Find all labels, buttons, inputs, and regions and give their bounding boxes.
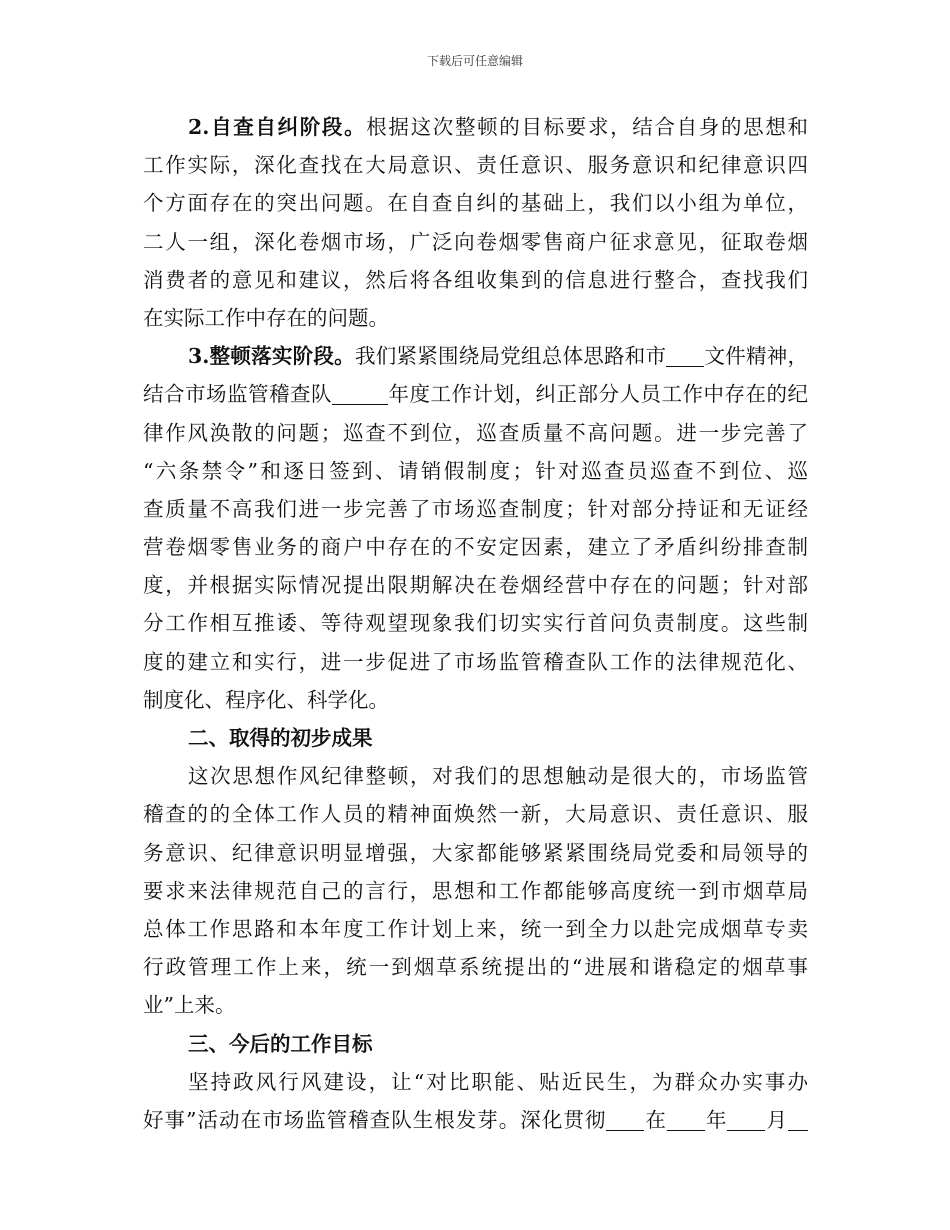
document-body bbox=[143, 108, 808, 1139]
paragraph-line: 业”上来。 bbox=[143, 993, 236, 1018]
paragraph-line: 稽查的的全体工作人员的精神面焕然一新，大局意识、责任意识、服 bbox=[143, 802, 808, 827]
page-header: 下载后可任意编辑 bbox=[426, 54, 523, 68]
paragraph-text: 好事”活动在市场监管稽查队生根发芽。深化贯彻 bbox=[143, 1107, 607, 1132]
paragraph-line: 总体工作思路和本年度工作计划上来，统一到全力以赴完成烟草专卖 bbox=[143, 916, 808, 941]
paragraph-line: 营卷烟零售业务的商户中存在的不安定因素，建立了矛盾纠纷排查制 bbox=[143, 535, 808, 560]
paragraph-text: 我们紧紧围绕局党组总体思路和市 bbox=[354, 344, 667, 369]
paragraph-text: 结合市场监管稽查队 bbox=[143, 382, 332, 407]
paragraph-line: 坚持政风行风建设，让“对比职能、贴近民生，为群众办实事办 bbox=[188, 1069, 808, 1094]
blank-field bbox=[788, 1106, 808, 1131]
blank-field bbox=[667, 1106, 705, 1131]
section-heading: 3.整顿落实阶段。 bbox=[188, 344, 355, 369]
paragraph-text: 年度工作计划，纠正部分人员工作中存在的纪 bbox=[388, 382, 808, 407]
blank-field bbox=[666, 342, 704, 367]
paragraph-line: 分工作相互推诿、等待观望现象我们切实实行首问负责制度。这些制 bbox=[143, 611, 808, 636]
paragraph-text: 文件精神， bbox=[704, 344, 808, 369]
paragraph-text: 年 bbox=[704, 1107, 728, 1132]
paragraph-text: 根据这次整顿的目标要求，结合自身的思想和 bbox=[366, 115, 808, 139]
paragraph-line: 工作实际，深化查找在大局意识、责任意识、服务意识和纪律意识四 bbox=[143, 153, 808, 178]
paragraph-line bbox=[143, 375, 808, 413]
blank-field bbox=[606, 1106, 644, 1131]
section-heading: 三、今后的工作目标 bbox=[188, 1031, 373, 1056]
paragraph-line: “六条禁令”和逐日签到、请销假制度；针对巡查员巡查不到位、巡 bbox=[143, 458, 808, 483]
paragraph-line bbox=[143, 337, 808, 375]
paragraph-line bbox=[143, 108, 808, 146]
paragraph-line: 二人一组，深化卷烟市场，广泛向卷烟零售商户征求意见，征取卷烟 bbox=[143, 229, 808, 254]
section-heading: 二、取得的初步成果 bbox=[188, 726, 373, 750]
paragraph-text: 月 bbox=[765, 1107, 789, 1132]
paragraph-line: 制度化、程序化、科学化。 bbox=[143, 687, 389, 712]
paragraph-line: 这次思想作风纪律整顿，对我们的思想触动是很大的，市场监管 bbox=[188, 764, 808, 789]
paragraph-line: 消费者的意见和建议，然后将各组收集到的信息进行整合，查找我们 bbox=[143, 267, 808, 292]
paragraph-line: 度，并根据实际情况提出限期解决在卷烟经营中存在的问题；针对部 bbox=[143, 573, 808, 598]
blank-field bbox=[727, 1106, 765, 1131]
paragraph-line: 查质量不高我们进一步完善了市场巡查制度；针对部分持证和无证经 bbox=[143, 496, 808, 521]
blank-field bbox=[332, 380, 388, 405]
paragraph-line: 在实际工作中存在的问题。 bbox=[143, 305, 389, 330]
paragraph-line: 行政管理工作上来，统一到烟草系统提出的“进展和谐稳定的烟草事 bbox=[143, 955, 808, 980]
section-heading: 2.自查自纠阶段。 bbox=[188, 115, 367, 139]
paragraph-line bbox=[143, 1101, 808, 1139]
paragraph-text: 在 bbox=[644, 1107, 667, 1132]
paragraph-line: 律作风涣散的问题；巡查不到位，巡查质量不高问题。进一步完善了 bbox=[143, 420, 808, 445]
paragraph-line: 个方面存在的突出问题。在自查自纠的基础上，我们以小组为单位， bbox=[143, 191, 808, 216]
paragraph-line: 要求来法律规范自己的言行，思想和工作都能够高度统一到市烟草局 bbox=[143, 878, 808, 903]
paragraph-line: 务意识、纪律意识明显增强，大家都能够紧紧围绕局党委和局领导的 bbox=[143, 840, 808, 865]
paragraph-line: 度的建立和实行，进一步促进了市场监管稽查队工作的法律规范化、 bbox=[143, 649, 808, 674]
